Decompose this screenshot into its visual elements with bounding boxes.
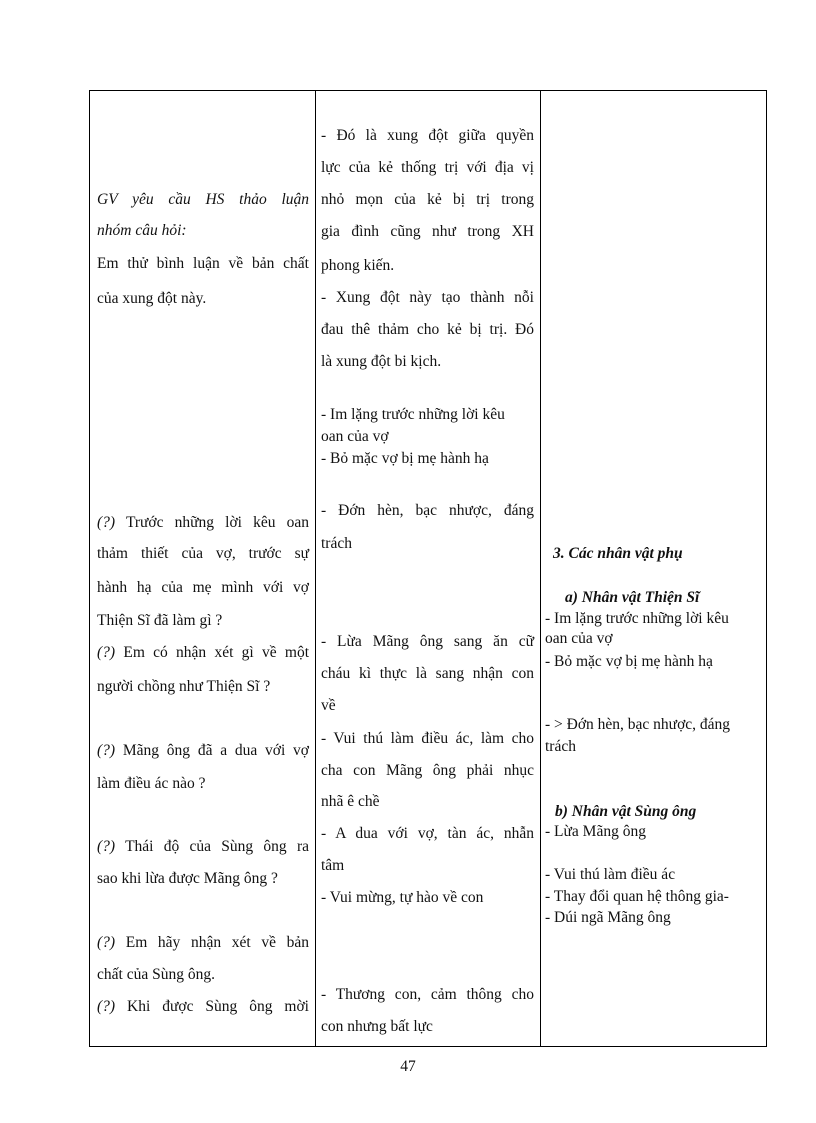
question-text: của xung đột này.	[97, 290, 207, 307]
answer-text: đau thê thảm cho kẻ bị trị. Đó	[321, 321, 534, 338]
column-divider-1	[315, 91, 316, 1046]
question-text: (?) Trước những lời kêu oan	[97, 514, 309, 531]
answer-text: - Xung đột này tạo thành nỗi	[321, 289, 534, 306]
summary-text: oan của vợ	[545, 630, 613, 647]
answer-text: là xung đột bi kịch.	[321, 353, 442, 370]
answer-text: con nhưng bất lực	[321, 1018, 433, 1035]
section-heading: 3. Các nhân vật phụ	[553, 545, 683, 562]
summary-text: - Bỏ mặc vợ bị mẹ hành hạ	[545, 653, 713, 670]
question-text: (?) Em có nhận xét gì về một	[97, 644, 309, 661]
summary-text: - Vui thú làm điều ác	[545, 866, 676, 883]
summary-text: - Lừa Mãng ông	[545, 823, 646, 840]
question-mark: (?)	[97, 514, 116, 531]
question-text: Thiện Sĩ đã làm gì ?	[97, 612, 223, 629]
page-number: 47	[400, 1058, 416, 1075]
column-divider-2	[540, 91, 541, 1046]
summary-text: - Dúi ngã Mãng ông	[545, 909, 671, 926]
question-mark: (?)	[97, 934, 116, 951]
answer-text: nhỏ mọn của kẻ bị trị trong	[321, 191, 534, 208]
answer-text: lực của kẻ thống trị với địa vị	[321, 159, 534, 176]
summary-text: - > Đớn hèn, bạc nhược, đáng	[545, 716, 731, 733]
subsection-heading: a) Nhân vật Thiện Sĩ	[565, 589, 700, 606]
subsection-heading: b) Nhân vật Sùng ông	[555, 803, 697, 820]
answer-text: oan của vợ	[321, 428, 389, 445]
answer-text: - Bỏ mặc vợ bị mẹ hành hạ	[321, 450, 489, 467]
teacher-activity-column	[97, 90, 309, 1047]
answer-text: cháu kì thực là sang nhận con	[321, 665, 534, 682]
answer-text: cha con Mãng ông phải nhục	[321, 762, 534, 779]
question-text: làm điều ác nào ?	[97, 775, 206, 792]
answer-text: - Vui thú làm điều ác, làm cho	[321, 730, 534, 747]
answer-text: - Thương con, cảm thông cho	[321, 986, 534, 1003]
answer-text: trách	[321, 535, 352, 552]
summary-text: - Im lặng trước những lời kêu	[545, 610, 729, 627]
answer-text: về	[321, 697, 336, 714]
answer-text: tâm	[321, 857, 345, 874]
answer-text: - Đó là xung đột giữa quyền	[321, 127, 534, 144]
question-text: sao khi lừa được Mãng ông ?	[97, 870, 278, 887]
summary-column	[545, 90, 763, 1047]
question-mark: (?)	[97, 742, 116, 759]
answer-text: nhã ê chề	[321, 793, 380, 810]
question-text: chất của Sùng ông.	[97, 966, 215, 983]
answer-text: gia đình cũng như trong XH	[321, 223, 534, 240]
answer-text: - A dua với vợ, tàn ác, nhẫn	[321, 825, 534, 842]
answer-text: - Vui mừng, tự hào về con	[321, 889, 484, 906]
answer-text: - Lừa Mãng ông sang ăn cữ	[321, 633, 534, 650]
gv-instruction-line: GV yêu cầu HS thảo luận	[97, 191, 309, 208]
answer-text: - Im lặng trước những lời kêu	[321, 406, 505, 423]
question-text: thảm thiết của vợ, trước sự	[97, 545, 309, 562]
question-text: (?) Thái độ của Sùng ông ra	[97, 838, 309, 855]
question-text: người chồng như Thiện Sĩ ?	[97, 678, 271, 695]
question-text: (?) Em hãy nhận xét về bản	[97, 934, 309, 951]
answer-text: - Đớn hèn, bạc nhược, đáng	[321, 502, 534, 519]
question-text: hành hạ của mẹ mình với vợ	[97, 579, 309, 596]
question-mark: (?)	[97, 998, 116, 1015]
question-mark: (?)	[97, 838, 116, 855]
question-text: Em thử bình luận về bản chất	[97, 255, 309, 272]
student-answer-column	[321, 90, 534, 1047]
summary-text: - Thay đổi quan hệ thông gia-	[545, 888, 729, 905]
question-text: (?) Mãng ông đã a dua với vợ	[97, 742, 310, 759]
gv-instruction-line: nhóm câu hỏi:	[97, 222, 187, 239]
answer-text: phong kiến.	[321, 257, 395, 274]
question-mark: (?)	[97, 644, 116, 661]
summary-text: trách	[545, 738, 576, 755]
question-text: (?) Khi được Sùng ông mời	[97, 998, 309, 1015]
